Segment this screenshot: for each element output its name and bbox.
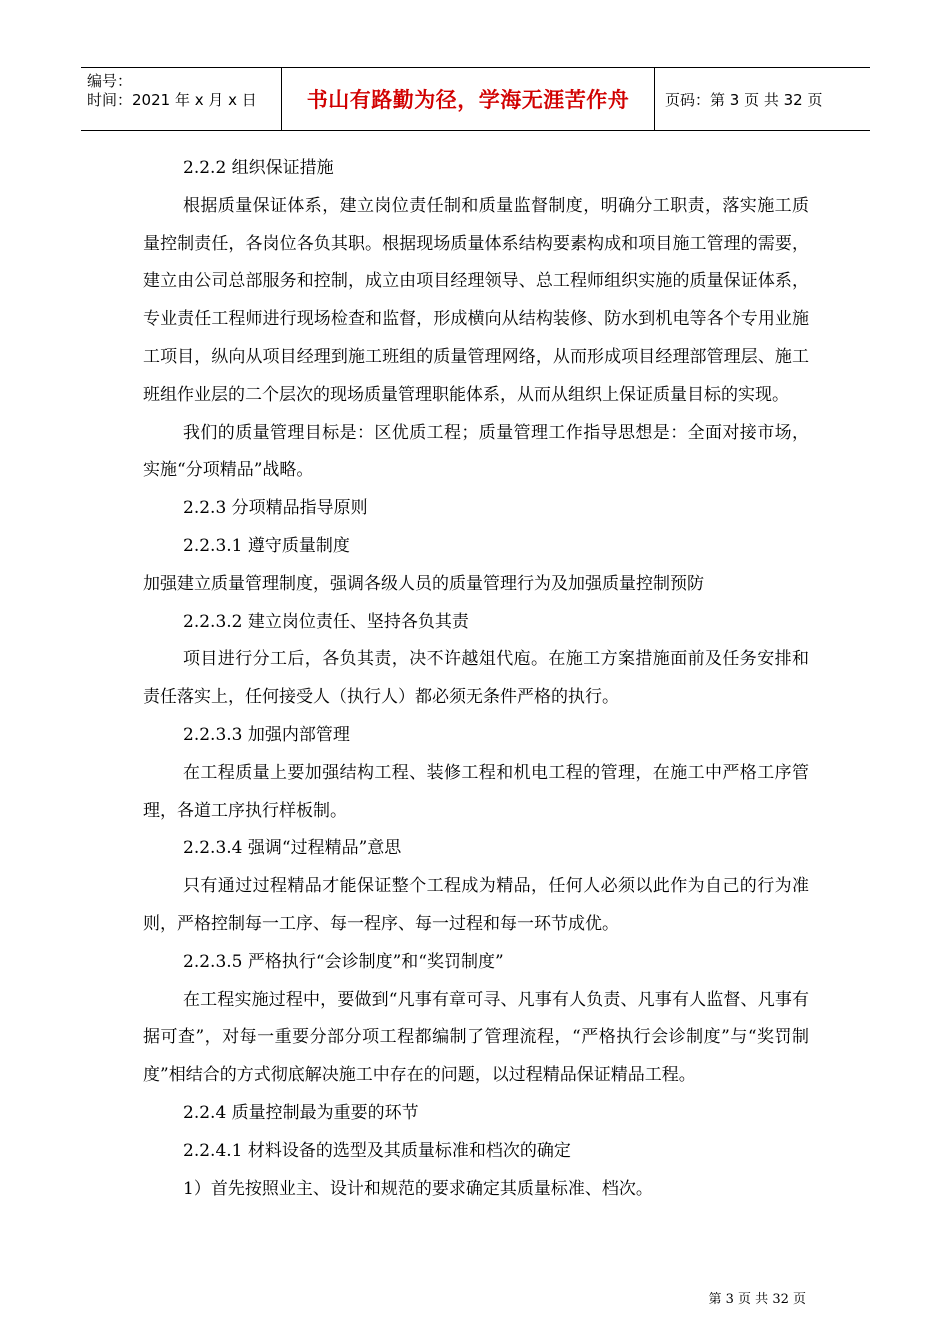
document-body (143, 150, 809, 1208)
header-meta (81, 68, 282, 130)
document-number: 编号： (87, 72, 133, 90)
paragraph: 2.2.3.5 严格执行“会诊制度”和“奖罚制度” (183, 951, 504, 972)
paragraph: 项目进行分工后，各负其责，决不许越俎代庖。在施工方案措施面前及任务安排和责任落实上，任何接受人（执行人）都必须无条件严格的执行。 (143, 649, 809, 708)
paragraph: 在工程质量上要加强结构工程、装修工程和机电工程的管理，在施工中严格工序管理，各道工序执行样板制。 (143, 762, 809, 821)
paragraph: 只有通过过程精品才能保证整个工程成为精品，任何人必须以此作为自己的行为准则，严格控制每一工序、每一程序、每一过程和每一环节成优。 (143, 876, 809, 934)
paragraph: 2.2.3.2 建立岗位责任、坚持各负其责 (183, 611, 469, 632)
paragraph: 2.2.3 分项精品指导原则 (183, 498, 368, 519)
page-footer: 第 3 页 共 32 页 (708, 1292, 806, 1307)
paragraph: 在工程实施过程中，要做到“凡事有章可寻、凡事有人负责、凡事有人监督、凡事有据可查”，对每一重要分部分项工程都编制了管理流程，“严格执行会诊制度”与“奖罚制度”相结合的方式彻底解决施工中存在的问题，以过程精品保证精品工程。 (143, 989, 809, 1086)
paragraph: 2.2.4.1 材料设备的选型及其质量标准和档次的确定 (183, 1140, 571, 1161)
document-date: 时间：2021 年 x 月 x 日 (87, 91, 257, 109)
paragraph: 1）首先按照业主、设计和规范的要求确定其质量标准、档次。 (183, 1178, 653, 1199)
paragraph: 2.2.3.4 强调“过程精品”意思 (183, 838, 402, 859)
page-header (81, 67, 870, 131)
paragraph: 2.2.3.1 遵守质量制度 (183, 535, 350, 556)
paragraph: 加强建立质量管理制度，强调各级人员的质量管理行为及加强质量控制预防 (143, 573, 704, 594)
paragraph: 2.2.3.3 加强内部管理 (183, 724, 350, 745)
header-page-number: 页码：第 3 页 共 32 页 (665, 90, 823, 109)
paragraph: 2.2.2 组织保证措施 (183, 158, 334, 178)
paragraph: 根据质量保证体系，建立岗位责任制和质量监督制度，明确分工职责，落实施工质量控制责任，各岗位各负其职。根据现场质量体系结构要素构成和项目施工管理的需要，建立由公司总部服务和控制，成立由项目经理领导、总工程师组织实施的质量保证体系，专业责任工程师进行现场检查和监督，形成横向从结构装修、防水到机电等各个专用业施工项目，纵向从项目经理到施工班组的质量管理网络，从而形成项目经理部管理层、施工班组作业层的二个层次的现场质量管理职能体系，从而从组织上保证质量目标的实现。 (143, 195, 809, 405)
header-motto: 书山有路勤为径，学海无涯苦作舟 (282, 68, 655, 130)
paragraph: 2.2.4 质量控制最为重要的环节 (183, 1102, 419, 1123)
paragraph: 我们的质量管理目标是：区优质工程；质量管理工作指导思想是：全面对接市场，实施“分项精品”战略。 (143, 422, 809, 481)
